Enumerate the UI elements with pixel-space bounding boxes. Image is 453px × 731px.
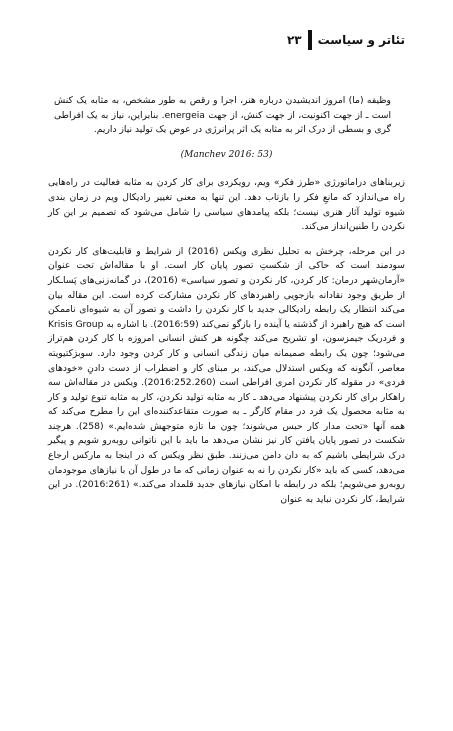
paragraph: زیربناهای دراماتورژی «طرز فکر» ویم، رویکردی برای کار کردن به مثابه فعالیت در راه‌هایی راه می‌اندازد که مانعِ فکر را بازتاب دهد. این تنها به معنی تغییر رادیکال ویم در زمان بندی شیوه تولید آثار هنری نیست؛ بلکه پیامدهای سیاسی را شامل می‌شود که تصمیم بر این کار نکردن را طنین‌انداز می‌کند. [48, 177, 405, 233]
running-header [287, 30, 405, 50]
block-quote [48, 94, 405, 138]
quote-citation: (Manchev 2016: 53) [180, 149, 273, 160]
running-title: تئاتر و سیاست [317, 33, 405, 47]
page-number: ۲۳ [286, 33, 302, 47]
paragraph: در این مرحله، چرخش به تحلیل نظری ویکس (2016) از شرایط و قابلیت‌های کار نکردن سودمند است که حاکی از شکستِ تصور پایان کار است. او با مقاله‌اش تحت عنوان «آرمان‌شهر درمان: کار کردن، کار نکردن و تصور سیاسی» (2016)، در گمانه‌زنی‌های پَسا‌ـکار از طریق وجود نقادانه بازجویی راهبردهای کار نکردن مشارکت کرده است. این مقاله بیان می‌کند انتظار یک رابطه رادیکالی جدید با کار نکردن را داشت و تصور آن به شیوه‌ای ناممکن است که هیچ راهبرد از گذشته یا آینده را بازگو نمی‌کند (2016:59). با اشاره به Krisis Group و فردریک جیمزسون، او تشریح می‌کند چگونه هر کنش انسانی امروزه با کار کردن هم‌تراز می‌شود؛ چون یک رابطه صمیمانه میان زندگی انسانی و کار کردن وجود دارد. سوبژکتیویته معاصر، آنگونه که ویکس استدلال می‌کند، بر مبنای کار و اضطراب از دست دادنِ «خودهای فردی» در مقوله کار نکردن امری افراطی است (2016:252.260). ویکس در مقاله‌اش سه راهکار برای کار نکردن پیشنهاد می‌دهد ـ کار به مثابه تولید نکردن، کار به مثابه تنوع تولید و کار به مثابه محصول یک فرد در مقام کارگر ـ به صورت متقاعدکننده‌ای این را مطرح می‌کند که همه آنها «تحت مدار کار حبس می‌شوند؛ چون ما تازه متوجهش شده‌ایم.» (258). هرچند شکست در تصور پایان یافتن کار نیز نشان می‌دهد ما باید با این ناتوانی روبه‌رو شویم و پیگیر درک شرایطی باشیم که به دان دامن می‌زنند. طبق نظر ویکس که در اینجا به مارکس ارجاع می‌دهد، کسی که باید «کار نکردن را نه به عنوان زمانی که ما در طول آن با نیازهای موجودمان روبه‌رو می‌شویم؛ بلکه در رابطه با امکان نیازهای جدید قلمداد می‌کند.» (2016:261). در این شرایط، کار نکردن نباید به عنوان [48, 245, 406, 505]
quote-text: وظیفه (ما) امروز اندیشیدن درباره هنر، اجرا و رقص به طور مشخص، به مثابه یک کنش است ـ از جهت اکنونیت، از جهت کنش، از جهت energeia. بنابراین، نیاز به یک افراطی گری و بسطی از درک اثر به مثابه یک اثر پرانرژی در عوض یک تولید نیاز داریم. [54, 95, 392, 136]
header-divider [308, 30, 312, 50]
page-body [48, 80, 405, 517]
